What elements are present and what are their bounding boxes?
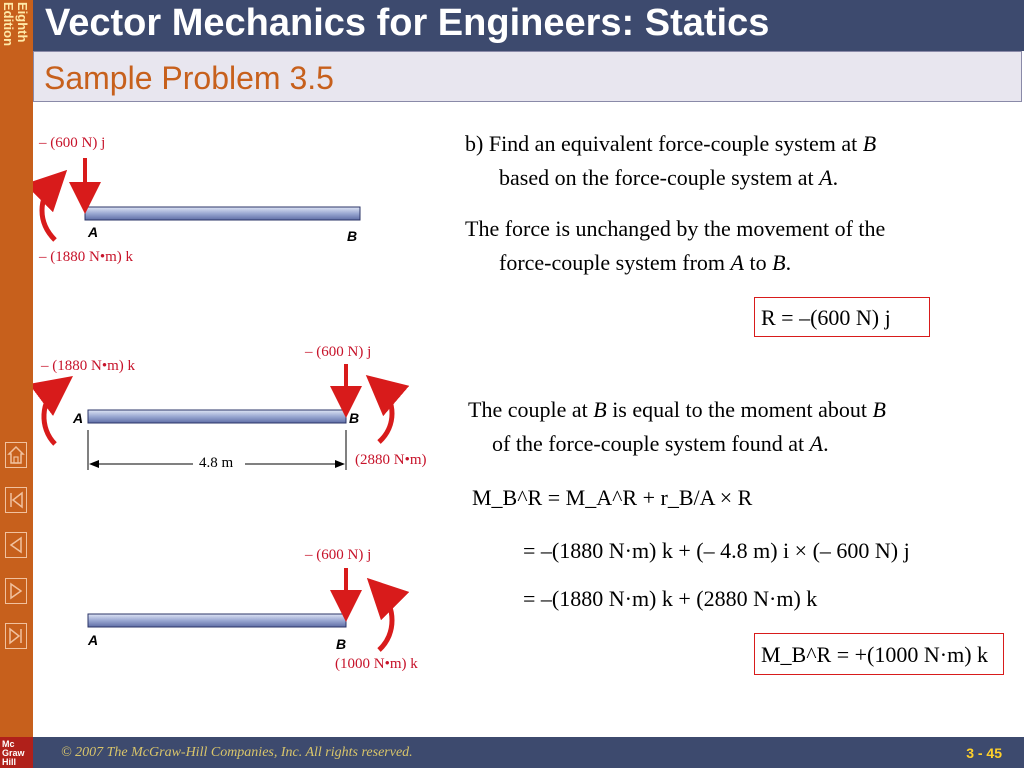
resultant-force-box [754, 297, 930, 337]
beam-3 [88, 614, 346, 627]
resultant-moment-box [754, 633, 1004, 675]
part-b-text [465, 127, 1010, 195]
home-button[interactable] [5, 442, 27, 468]
sidebar [0, 0, 33, 768]
home-icon [6, 443, 26, 467]
force-point-b: B [772, 250, 786, 275]
couple-period: . [823, 431, 829, 456]
force-to: to [743, 250, 773, 275]
figure-1 [33, 122, 433, 277]
slide-title: Vector Mechanics for Engineers: Statics [45, 2, 770, 44]
page-number: 3 - 45 [966, 745, 1002, 761]
last-slide-icon [6, 624, 26, 648]
publisher-line3: Hill [2, 757, 17, 767]
previous-slide-button[interactable] [5, 532, 27, 558]
force-line1: The force is unchanged by the movement of the [465, 216, 886, 241]
resultant-moment-equation: M_B^R = +(1000 N·m) k [761, 642, 989, 667]
force-line2: force-couple system from [499, 250, 731, 275]
fig2-point-b: B [349, 410, 360, 426]
couple-text [468, 393, 1018, 461]
fig1-point-a: A [88, 224, 99, 240]
force-point-a: A [730, 250, 744, 275]
next-slide-button[interactable] [5, 578, 27, 604]
couple-point-a: A [809, 431, 824, 456]
fig2-distance-label: 4.8 m [199, 455, 234, 471]
next-slide-icon [6, 579, 26, 603]
couple-point-b: B [593, 397, 607, 422]
part-b-point-a: A [819, 165, 833, 190]
couple-line1a: The couple at [468, 397, 594, 422]
figure-2 [33, 340, 453, 480]
slide-subtitle: Sample Problem 3.5 [44, 60, 334, 96]
fig3-moment-label: (1000 N•m) k [335, 656, 418, 672]
copyright-text: © 2007 The McGraw-Hill Companies, Inc. All rights reserved. [61, 745, 413, 760]
moment-arrow-2b [379, 388, 392, 442]
couple-line2: of the force-couple system found at [492, 431, 810, 456]
figure-3 [33, 540, 453, 680]
title-bar [33, 0, 1024, 51]
part-b-prefix: b) [465, 131, 484, 156]
moment-equation-line3: = –(1880 N·m) k + (2880 N·m) k [523, 586, 818, 611]
edition-badge [0, 0, 33, 66]
moment-arrow-3 [379, 592, 392, 650]
publisher-line1: Mc [2, 739, 15, 749]
part-b-point-b: B [862, 131, 877, 156]
fig3-force-label: – (600 N) j [305, 547, 372, 563]
moment-arrow-1 [42, 184, 55, 240]
fig1-point-b: B [347, 228, 358, 244]
first-slide-icon [6, 488, 26, 512]
edition-line1: Eighth [15, 2, 30, 43]
dim-arrowhead-left [89, 460, 99, 468]
subtitle-bar [33, 51, 1022, 102]
first-slide-button[interactable] [5, 487, 27, 513]
publisher-logo [0, 737, 33, 768]
dim-arrowhead-right [335, 460, 345, 468]
footer-bar [33, 737, 1024, 768]
part-b-line2: based on the force-couple system at [499, 165, 820, 190]
fig3-point-b: B [336, 636, 347, 652]
couple-point-b2: B [872, 397, 886, 422]
fig2-force-label: – (600 N) j [305, 344, 372, 360]
moment-arrow-2a [44, 388, 57, 444]
force-unchanged-text [465, 212, 1015, 280]
part-b-line1: Find an equivalent force-couple system at [488, 131, 863, 156]
part-b-period: . [832, 165, 839, 190]
beam-2 [88, 410, 346, 423]
couple-line1b: is equal to the moment about [606, 397, 873, 422]
fig2-point-a: A [73, 410, 84, 426]
edition-line2: Edition [1, 2, 16, 47]
publisher-line2: Graw [2, 748, 25, 758]
fig2-moment-b-label: (2880 N•m) [355, 452, 427, 468]
last-slide-button[interactable] [5, 623, 27, 649]
previous-slide-icon [6, 533, 26, 557]
fig1-force-label: – (600 N) j [39, 135, 106, 151]
fig2-moment-a-label: – (1880 N•m) k [41, 358, 135, 374]
force-period: . [785, 250, 792, 275]
fig1-moment-label: – (1880 N•m) k [39, 249, 133, 265]
moment-equation-line1: M_B^R = M_A^R + r_B/A × R [472, 485, 753, 510]
resultant-force-equation: R = –(600 N) j [761, 305, 891, 330]
fig3-point-a: A [88, 632, 99, 648]
beam-1 [85, 207, 360, 220]
moment-equation-line2: = –(1880 N·m) k + (– 4.8 m) i × (– 600 N) j [523, 538, 910, 563]
